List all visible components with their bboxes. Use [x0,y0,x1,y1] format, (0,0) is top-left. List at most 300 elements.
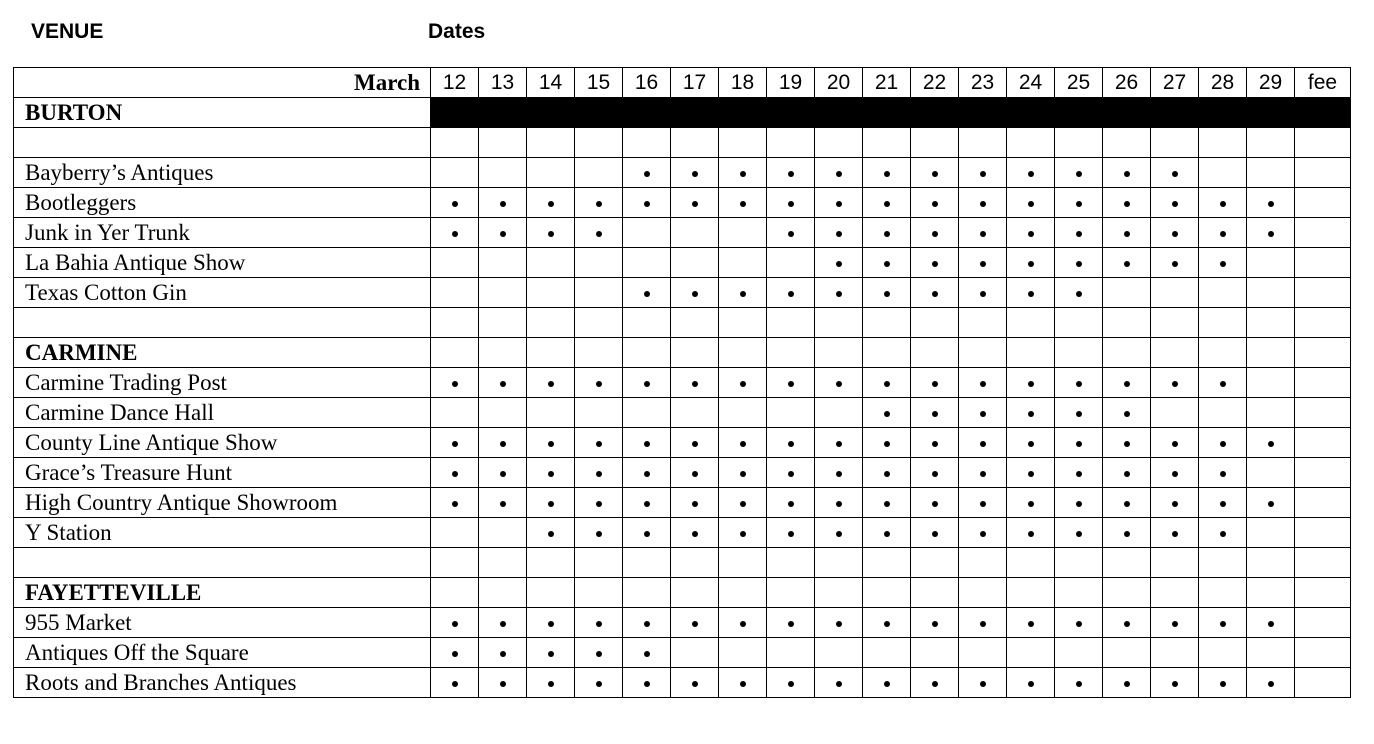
day-header-23: 23 [959,68,1007,98]
open-day-marker [692,291,698,297]
open-day-marker [836,381,842,387]
day-header-24: 24 [1007,68,1055,98]
date-cell [527,548,575,578]
date-cell [1007,668,1055,698]
section-row [14,578,1351,608]
dates-column-heading: Dates [428,20,486,43]
date-cell [431,308,479,338]
open-day-marker [1268,681,1274,687]
date-cell [1055,338,1103,368]
date-cell [1151,458,1199,488]
open-day-marker [788,681,794,687]
date-cell [1199,398,1247,428]
date-cell [1055,308,1103,338]
open-day-marker [980,501,986,507]
fee-cell [1295,428,1351,458]
date-cell [671,518,719,548]
date-cell [911,98,959,128]
open-day-marker [1268,501,1274,507]
date-cell [1007,218,1055,248]
open-day-marker [980,171,986,177]
date-cell [527,338,575,368]
date-cell [863,278,911,308]
open-day-marker [932,441,938,447]
date-cell [623,428,671,458]
open-day-marker [1124,501,1130,507]
open-day-marker [932,231,938,237]
date-cell [1199,578,1247,608]
date-cell [1199,128,1247,158]
date-cell [719,158,767,188]
date-cell [431,518,479,548]
date-cell [767,368,815,398]
date-cell [719,218,767,248]
date-cell [527,638,575,668]
open-day-marker [740,201,746,207]
open-day-marker [740,381,746,387]
section-title: CARMINE [14,338,431,368]
open-day-marker [884,411,890,417]
date-cell [767,458,815,488]
open-day-marker [644,171,650,177]
date-cell [1103,458,1151,488]
date-cell [431,98,479,128]
fee-cell [1295,638,1351,668]
open-day-marker [1172,441,1178,447]
open-day-marker [740,531,746,537]
date-cell [623,548,671,578]
date-cell [719,368,767,398]
date-cell [1247,128,1295,158]
date-cell [911,128,959,158]
date-cell [911,518,959,548]
open-day-marker [1172,231,1178,237]
date-cell [1007,398,1055,428]
date-cell [575,638,623,668]
date-cell [1103,488,1151,518]
open-day-marker [788,501,794,507]
open-day-marker [884,201,890,207]
open-day-marker [548,621,554,627]
open-day-marker [932,171,938,177]
open-day-marker [692,171,698,177]
venue-schedule-table [13,67,1351,698]
date-cell [719,488,767,518]
open-day-marker [932,381,938,387]
open-day-marker [1076,681,1082,687]
date-cell [1007,158,1055,188]
date-cell [1151,608,1199,638]
date-cell [1199,608,1247,638]
date-cell [719,128,767,158]
open-day-marker [1076,441,1082,447]
date-cell [1199,308,1247,338]
open-day-marker [644,501,650,507]
date-cell [1055,188,1103,218]
date-cell [767,128,815,158]
date-cell [1007,128,1055,158]
open-day-marker [1124,231,1130,237]
date-cell [623,338,671,368]
section-title: FAYETTEVILLE [14,578,431,608]
date-cell [1103,668,1151,698]
date-cell [1055,158,1103,188]
date-cell [767,638,815,668]
open-day-marker [788,471,794,477]
date-cell [1151,368,1199,398]
open-day-marker [596,231,602,237]
date-cell [1103,338,1151,368]
date-cell [1007,638,1055,668]
date-cell [1055,278,1103,308]
open-day-marker [500,231,506,237]
open-day-marker [1076,201,1082,207]
date-cell [959,248,1007,278]
date-cell [959,668,1007,698]
date-cell [911,158,959,188]
open-day-marker [836,231,842,237]
open-day-marker [980,471,986,477]
date-cell [815,128,863,158]
open-day-marker [932,681,938,687]
date-cell [911,548,959,578]
date-cell [479,668,527,698]
date-cell [767,218,815,248]
open-day-marker [788,531,794,537]
open-day-marker [836,441,842,447]
date-cell [479,638,527,668]
open-day-marker [500,621,506,627]
date-cell [1151,428,1199,458]
open-day-marker [1028,201,1034,207]
date-cell [959,518,1007,548]
open-day-marker [788,291,794,297]
open-day-marker [788,231,794,237]
open-day-marker [1124,471,1130,477]
date-cell [911,428,959,458]
open-day-marker [788,171,794,177]
date-cell [863,98,911,128]
spacer-cell [14,128,431,158]
date-cell [1055,638,1103,668]
date-cell [527,128,575,158]
date-cell [1247,218,1295,248]
open-day-marker [1172,531,1178,537]
date-cell [671,398,719,428]
table-row [14,278,1351,308]
date-cell [767,98,815,128]
open-day-marker [884,621,890,627]
open-day-marker [452,381,458,387]
date-cell [815,278,863,308]
date-cell [671,158,719,188]
date-cell [1055,488,1103,518]
open-day-marker [452,441,458,447]
open-day-marker [1076,291,1082,297]
date-cell [527,488,575,518]
open-day-marker [1076,171,1082,177]
open-day-marker [1124,171,1130,177]
date-cell [1247,158,1295,188]
open-day-marker [500,201,506,207]
date-cell [527,458,575,488]
open-day-marker [1076,531,1082,537]
date-cell [767,608,815,638]
date-cell [1007,578,1055,608]
date-cell [575,548,623,578]
date-cell [431,188,479,218]
date-cell [623,608,671,638]
open-day-marker [980,411,986,417]
open-day-marker [836,501,842,507]
venue-name: Carmine Trading Post [14,368,431,398]
venue-name: Bayberry’s Antiques [14,158,431,188]
open-day-marker [884,471,890,477]
date-cell [911,248,959,278]
date-cell [1199,638,1247,668]
venue-name: Roots and Branches Antiques [14,668,431,698]
date-cell [1055,248,1103,278]
open-day-marker [1124,621,1130,627]
fee-cell [1295,218,1351,248]
date-cell [431,668,479,698]
venue-name: High Country Antique Showroom [14,488,431,518]
open-day-marker [884,531,890,537]
open-day-marker [1220,621,1226,627]
date-cell [767,668,815,698]
date-cell [1007,608,1055,638]
date-cell [527,218,575,248]
date-cell [863,128,911,158]
day-header-25: 25 [1055,68,1103,98]
date-cell [815,608,863,638]
open-day-marker [644,291,650,297]
day-header-21: 21 [863,68,911,98]
date-cell [719,248,767,278]
open-day-marker [500,441,506,447]
date-cell [1103,578,1151,608]
date-cell [719,398,767,428]
section-title: BURTON [14,98,431,128]
open-day-marker [1076,501,1082,507]
table-row [14,428,1351,458]
fee-cell [1295,458,1351,488]
date-cell [575,518,623,548]
day-header-22: 22 [911,68,959,98]
date-cell [1199,518,1247,548]
date-cell [1007,248,1055,278]
date-cell [863,368,911,398]
spacer-row [14,128,1351,158]
date-cell [575,338,623,368]
date-cell [1151,128,1199,158]
date-cell [527,308,575,338]
open-day-marker [1028,441,1034,447]
date-cell [1007,458,1055,488]
date-cell [1055,608,1103,638]
date-cell [1007,518,1055,548]
date-cell [1103,248,1151,278]
date-cell [575,158,623,188]
open-day-marker [740,441,746,447]
open-day-marker [692,441,698,447]
date-cell [527,98,575,128]
open-day-marker [980,201,986,207]
day-header-29: 29 [1247,68,1295,98]
date-cell [767,548,815,578]
date-cell [719,578,767,608]
open-day-marker [1028,261,1034,267]
date-cell [623,458,671,488]
date-cell [959,458,1007,488]
date-cell [671,128,719,158]
date-cell [959,308,1007,338]
open-day-marker [836,291,842,297]
open-day-marker [1028,411,1034,417]
date-cell [1055,578,1103,608]
open-day-marker [644,621,650,627]
date-cell [911,308,959,338]
venue-name: Texas Cotton Gin [14,278,431,308]
date-cell [959,218,1007,248]
date-cell [719,608,767,638]
date-cell [1199,428,1247,458]
open-day-marker [1268,201,1274,207]
date-cell [623,488,671,518]
venue-name: County Line Antique Show [14,428,431,458]
date-cell [1199,488,1247,518]
date-cell [959,548,1007,578]
open-day-marker [548,441,554,447]
open-day-marker [644,531,650,537]
date-cell [479,158,527,188]
open-day-marker [1028,501,1034,507]
date-cell [1055,98,1103,128]
open-day-marker [980,231,986,237]
date-cell [815,338,863,368]
date-cell [1247,578,1295,608]
date-cell [815,368,863,398]
date-cell [1247,548,1295,578]
date-cell [575,278,623,308]
date-cell [671,278,719,308]
date-cell [863,608,911,638]
fee-cell [1295,518,1351,548]
date-cell [959,368,1007,398]
date-cell [863,518,911,548]
open-day-marker [1172,681,1178,687]
date-cell [767,518,815,548]
date-cell [911,578,959,608]
date-cell [959,638,1007,668]
section-row [14,338,1351,368]
open-day-marker [884,291,890,297]
open-day-marker [788,201,794,207]
date-cell [623,368,671,398]
date-cell [1055,518,1103,548]
date-cell [479,458,527,488]
date-cell [527,188,575,218]
date-cell [431,488,479,518]
date-cell [623,158,671,188]
open-day-marker [548,381,554,387]
open-day-marker [884,501,890,507]
open-day-marker [500,501,506,507]
date-cell [1247,608,1295,638]
date-cell [767,248,815,278]
date-cell [527,368,575,398]
fee-header: fee [1295,68,1351,98]
fee-cell [1295,368,1351,398]
open-day-marker [980,261,986,267]
open-day-marker [1124,411,1130,417]
date-cell [911,218,959,248]
date-cell [1199,368,1247,398]
open-day-marker [1220,681,1226,687]
date-cell [1247,668,1295,698]
open-day-marker [692,621,698,627]
open-day-marker [548,651,554,657]
open-day-marker [644,471,650,477]
date-cell [527,428,575,458]
section-row [14,98,1351,128]
open-day-marker [692,381,698,387]
open-day-marker [932,201,938,207]
date-cell [1247,488,1295,518]
date-cell [479,308,527,338]
date-cell [863,398,911,428]
date-cell [1055,128,1103,158]
open-day-marker [1172,261,1178,267]
date-cell [767,158,815,188]
open-day-marker [644,381,650,387]
date-cell [1151,548,1199,578]
date-cell [719,338,767,368]
date-cell [527,668,575,698]
open-day-marker [1076,411,1082,417]
date-cell [863,548,911,578]
date-cell [479,398,527,428]
date-cell [1103,308,1151,338]
date-cell [911,188,959,218]
date-cell [911,488,959,518]
open-day-marker [596,441,602,447]
day-header-18: 18 [719,68,767,98]
fee-cell [1295,158,1351,188]
date-cell [1151,188,1199,218]
fee-cell [1295,548,1351,578]
date-cell [527,248,575,278]
date-cell [479,98,527,128]
date-cell [1055,368,1103,398]
day-header-27: 27 [1151,68,1199,98]
table-row [14,398,1351,428]
date-cell [767,308,815,338]
date-cell [1199,248,1247,278]
date-cell [911,278,959,308]
day-header-20: 20 [815,68,863,98]
date-cell [1199,218,1247,248]
date-cell [1151,278,1199,308]
date-cell [1247,638,1295,668]
date-cell [623,128,671,158]
open-day-marker [596,681,602,687]
date-cell [719,458,767,488]
date-cell [1103,638,1151,668]
open-day-marker [548,531,554,537]
open-day-marker [980,441,986,447]
date-cell [863,458,911,488]
